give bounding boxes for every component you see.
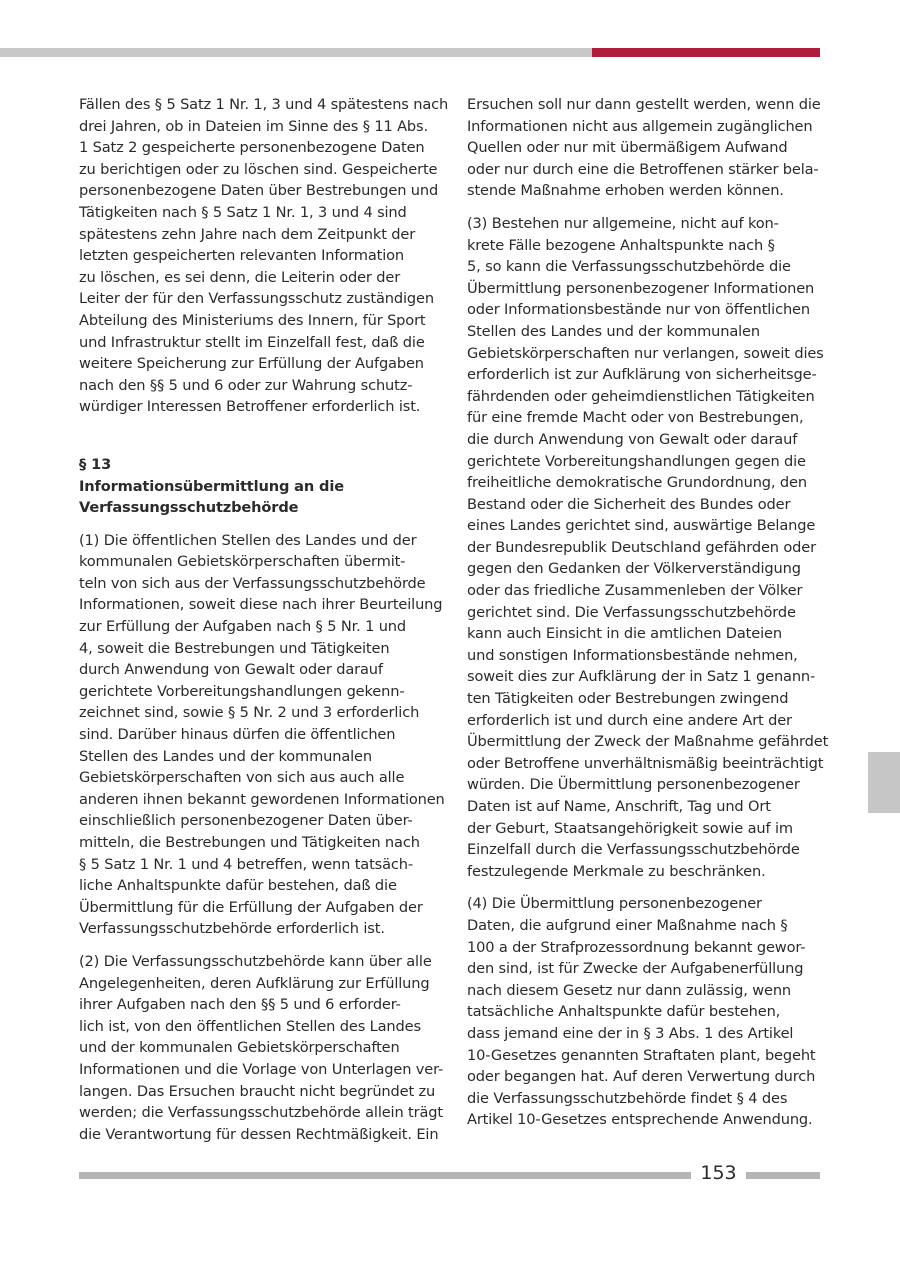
text-line: und sonstigen Informationsbestände nehmen,: [467, 646, 798, 664]
text-line: 4, soweit die Bestrebungen und Tätigkeiten: [79, 639, 390, 657]
paragraph-1: [79, 530, 445, 940]
text-line: Informationen und die Vorlage von Unterlagen ver-: [79, 1060, 444, 1078]
header-rule-accent: [592, 48, 820, 57]
text-line: oder das friedliche Zusammenleben der Völker: [467, 582, 803, 600]
text-line: Gebietskörperschaften nur verlangen, soweit dies: [467, 344, 824, 362]
text-line: Übermittlung personenbezogener Informationen: [467, 279, 815, 297]
paragraph-continuation: [79, 94, 449, 418]
text-line: 1 Satz 2 gespeicherte personenbezogene Daten: [79, 139, 425, 157]
text-line: Quellen oder nur mit übermäßigem Aufwand: [467, 139, 788, 157]
text-line: Leiter der für den Verfassungsschutz zuständigen: [79, 290, 434, 308]
text-line: würden. Die Übermittlung personenbezogener: [467, 776, 800, 794]
text-line: Übermittlung für die Erfüllung der Aufgaben der: [79, 898, 423, 916]
text-line: weitere Speicherung zur Erfüllung der Aufgaben: [79, 355, 424, 373]
text-line: oder Betroffene unverhältnismäßig beeinträchtigt: [467, 754, 824, 772]
text-line: zeichnet sind, sowie § 5 Nr. 2 und 3 erforderlich: [79, 704, 420, 722]
text-line: Ersuchen soll nur dann gestellt werden, wenn die: [467, 96, 821, 113]
text-line: für eine fremde Macht oder von Bestrebungen,: [467, 409, 804, 427]
text-line: und Infrastruktur stellt im Einzelfall fest, daß die: [79, 333, 425, 351]
text-line: Verfassungsschutzbehörde erforderlich ist.: [79, 920, 385, 938]
text-line: zur Erfüllung der Aufgaben nach § 5 Nr. 1 und: [79, 618, 407, 636]
text-line: (4) Die Übermittlung personenbezogener: [467, 895, 762, 913]
text-line: Stellen des Landes und der kommunalen: [467, 322, 760, 340]
text-line: Daten, die aufgrund einer Maßnahme nach §: [467, 916, 788, 934]
text-line: Bestand oder die Sicherheit des Bundes oder: [467, 495, 791, 513]
text-line: nach diesem Gesetz nur dann zulässig, wenn: [467, 981, 792, 999]
text-line: gerichtete Vorbereitungshandlungen gegen die: [467, 452, 806, 470]
text-line: oder begangen hat. Auf deren Verwertung durch: [467, 1068, 816, 1086]
text-line: die durch Anwendung von Gewalt oder darauf: [467, 430, 798, 448]
text-line: anderen ihnen bekannt gewordenen Informationen: [79, 790, 445, 808]
text-line: Angelegenheiten, deren Aufklärung zur Erfüllung: [79, 974, 430, 992]
text-line: 100 a der Strafprozessordnung bekannt gewor-: [467, 938, 806, 956]
text-line: den sind, ist für Zwecke der Aufgabenerfüllung: [467, 960, 804, 978]
text-line: (3) Bestehen nur allgemeine, nicht auf kon-: [467, 214, 779, 232]
text-line: Stellen des Landes und der kommunalen: [79, 747, 372, 765]
right-column: [467, 94, 829, 1142]
text-line: zu berichtigen oder zu löschen sind. Gespeicherte: [79, 160, 438, 178]
text-line: § 5 Satz 1 Nr. 1 und 4 betreffen, wenn tatsäch-: [79, 855, 413, 873]
text-line: die Verfassungsschutzbehörde findet § 4 des: [467, 1089, 788, 1107]
text-line: personenbezogene Daten über Bestrebungen und: [79, 182, 439, 200]
text-line: tatsächliche Anhaltspunkte dafür bestehen,: [467, 1003, 781, 1021]
text-line: Abteilung des Ministeriums des Innern, für Sport: [79, 311, 426, 329]
text-line: kommunalen Gebietskörperschaften übermit-: [79, 553, 406, 571]
text-line: krete Fälle bezogene Anhaltspunkte nach §: [467, 236, 775, 254]
text-line: spätestens zehn Jahre nach dem Zeitpunkt der: [79, 225, 416, 243]
text-line: durch Anwendung von Gewalt oder darauf: [79, 661, 383, 679]
text-line: fährdenden oder geheimdienstlichen Tätigkeiten: [467, 387, 815, 405]
text-line: der Geburt, Staatsangehörigkeit sowie auf im: [467, 819, 793, 837]
text-line: gegen den Gedanken der Völkerverständigung: [467, 560, 801, 578]
header-rule-gray: [0, 48, 592, 57]
paragraph-4: [467, 893, 817, 1131]
text-line: die Verantwortung für dessen Rechtmäßigkeit. Ein: [79, 1125, 439, 1143]
text-line: soweit dies zur Aufklärung der in Satz 1 genann-: [467, 668, 816, 686]
text-line: langen. Das Ersuchen braucht nicht begründet zu: [79, 1082, 436, 1100]
text-line: ihrer Aufgaben nach den §§ 5 und 6 erforder-: [79, 996, 401, 1014]
text-line: letzten gespeicherten relevanten Information: [79, 247, 404, 265]
text-line: Einzelfall durch die Verfassungsschutzbehörde: [467, 841, 800, 859]
text-line: werden; die Verfassungsschutzbehörde allein trägt: [79, 1104, 443, 1122]
text-line: und der kommunalen Gebietskörperschaften: [79, 1039, 400, 1057]
text-line: 10-Gesetzes genannten Straftaten plant, begeht: [467, 1046, 816, 1064]
text-line: würdiger Interessen Betroffener erforderlich ist.: [79, 398, 421, 416]
text-line: oder Informationsbestände nur von öffentlichen: [467, 301, 810, 319]
text-line: (2) Die Verfassungsschutzbehörde kann über alle: [79, 952, 432, 970]
text-line: nach den §§ 5 und 6 oder zur Wahrung schutz-: [79, 376, 413, 394]
text-line: der Bundesrepublik Deutschland gefährden oder: [467, 538, 816, 556]
text-line: ten Tätigkeiten oder Bestrebungen zwingend: [467, 690, 789, 708]
text-line: dass jemand eine der in § 3 Abs. 1 des Artikel: [467, 1024, 794, 1042]
text-line: Informationen nicht aus allgemein zugänglichen: [467, 117, 813, 135]
paragraph-2-continuation: [467, 94, 821, 202]
text-line: Tätigkeiten nach § 5 Satz 1 Nr. 1, 3 und 4 sind: [79, 203, 407, 221]
page-number: 153: [700, 1162, 737, 1184]
text-line: (1) Die öffentlichen Stellen des Landes und der: [79, 531, 417, 549]
text-line: zu löschen, es sei denn, die Leiterin oder der: [79, 268, 401, 286]
text-line: Artikel 10-Gesetzes entsprechende Anwendung.: [467, 1111, 813, 1129]
text-line: eines Landes gerichtet sind, auswärtige Belange: [467, 517, 816, 535]
text-line: Übermittlung der Zweck der Maßnahme gefährdet: [467, 733, 829, 751]
text-line: Informationen, soweit diese nach ihrer Beurteilung: [79, 596, 443, 614]
text-line: lich ist, von den öffentlichen Stellen des Landes: [79, 1017, 421, 1035]
side-thumb-tab: [868, 752, 900, 813]
text-line: sind. Darüber hinaus dürfen die öffentlichen: [79, 726, 396, 744]
text-line: drei Jahren, ob in Dateien im Sinne des § 11 Abs.: [79, 117, 428, 135]
section-title-line: Verfassungsschutzbehörde: [79, 499, 299, 517]
section-number: § 13: [79, 455, 112, 473]
paragraph-3: [467, 213, 829, 882]
text-line: freiheitliche demokratische Grundordnung, den: [467, 474, 807, 492]
text-line: gerichtet sind. Die Verfassungsschutzbehörde: [467, 603, 796, 621]
text-line: stende Maßnahme erhoben werden können.: [467, 182, 784, 200]
text-line: liche Anhaltspunkte dafür bestehen, daß die: [79, 877, 397, 895]
footer-rule-left: [79, 1172, 691, 1179]
text-line: festzulegende Merkmale zu beschränken.: [467, 862, 766, 880]
left-column: [79, 94, 449, 1156]
text-line: mitteln, die Bestrebungen und Tätigkeiten nach: [79, 834, 420, 851]
text-line: erforderlich ist zur Aufklärung von sicherheitsge-: [467, 366, 817, 384]
paragraph-2: [79, 951, 444, 1145]
text-line: gerichtete Vorbereitungshandlungen gekenn-: [79, 682, 405, 700]
section-title-line: Informationsübermittlung an die: [79, 477, 344, 495]
text-line: einschließlich personenbezogener Daten über-: [79, 812, 413, 830]
text-line: kann auch Einsicht in die amtlichen Dateien: [467, 625, 782, 643]
text-line: erforderlich ist und durch eine andere Art der: [467, 711, 792, 729]
text-line: Fällen des § 5 Satz 1 Nr. 1, 3 und 4 spätestens nach: [79, 96, 449, 113]
text-line: 5, so kann die Verfassungsschutzbehörde die: [467, 258, 791, 276]
text-line: oder nur durch eine die Betroffenen stärker bela-: [467, 160, 819, 178]
text-line: Daten ist auf Name, Anschrift, Tag und Ort: [467, 798, 771, 815]
text-line: Gebietskörperschaften von sich aus auch alle: [79, 769, 405, 787]
text-line: teln von sich aus der Verfassungsschutzbehörde: [79, 574, 426, 592]
footer-rule-right: [746, 1172, 820, 1179]
section-heading: [79, 454, 435, 519]
